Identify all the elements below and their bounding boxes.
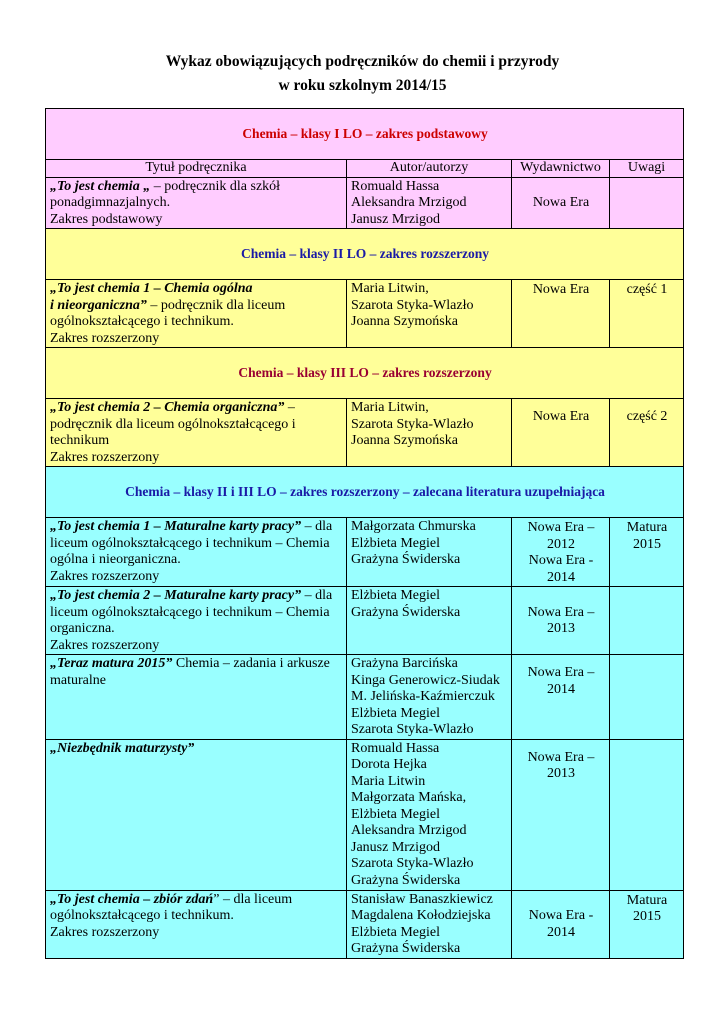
header-publisher: Wydawnictwo (512, 160, 610, 178)
book-scope: Zakres rozszerzony (50, 568, 160, 584)
publisher-line: Nowa Era - (528, 553, 594, 568)
book-title-cell (46, 177, 347, 229)
author: M. Jelińska-Kaźmierczuk (351, 689, 495, 704)
publisher-cell (512, 587, 610, 655)
authors-cell (347, 739, 512, 890)
book-scope: Zakres rozszerzony (50, 449, 160, 465)
book-title-cell (46, 655, 347, 740)
notes-line: 2015 (633, 909, 662, 924)
book-title-cell (46, 518, 347, 587)
publisher-line: Nowa Era – (527, 520, 595, 535)
author: Szarota Styka-Wlazło (351, 856, 474, 871)
author: Grażyna Barcińska (351, 656, 458, 671)
book-title: „Teraz matura 2015” (50, 656, 173, 671)
book-title: „To jest chemia 2 – Chemia organiczna” (50, 400, 285, 415)
author: Aleksandra Mrzigod (351, 195, 467, 210)
header-authors: Autor/autorzy (347, 160, 512, 178)
table-row (46, 177, 684, 229)
author: Szarota Styka-Wlazło (351, 297, 474, 313)
section-header-4 (46, 467, 684, 518)
notes-cell (610, 518, 684, 587)
publisher-cell: Nowa Era (512, 177, 610, 229)
table-row (46, 280, 684, 348)
book-description: – podręcznik dla liceum ogólnokształcącego i technikum. (50, 297, 286, 329)
authors-cell (347, 280, 512, 348)
title-line-2: w roku szkolnym 2014/15 (278, 77, 447, 94)
book-scope: Zakres rozszerzony (50, 924, 160, 940)
author: Joanna Szymońska (351, 433, 458, 448)
document-title (0, 50, 725, 98)
section-header-3 (46, 348, 684, 399)
book-description: Chemia – zadania i arkusze maturalne (50, 656, 330, 688)
author: Elżbieta Megiel (351, 806, 441, 822)
book-description: ” – dla liceum ogólnokształcącego i technikum. (50, 891, 293, 923)
notes-cell: część 2 (610, 399, 684, 467)
book-title-cell (46, 587, 347, 655)
book-description: – podręcznik dla szkół ponadgimnazjalnych. (50, 178, 281, 210)
column-header-row (46, 160, 684, 178)
table-row (46, 655, 684, 740)
book-title-cont: i nieorganiczna” (50, 297, 147, 313)
author: Stanisław Banaszkiewicz (351, 891, 493, 907)
book-title: „Niezbędnik maturzysty” (50, 740, 195, 756)
author: Janusz Mrzigod (351, 839, 441, 855)
author: Grażyna Świderska (351, 552, 461, 567)
authors-cell (347, 518, 512, 587)
book-title-cell (46, 280, 347, 348)
publisher-line: 2012 (547, 536, 575, 552)
author: Szarota Styka-Wlazło (351, 416, 474, 432)
author: Elżbieta Megiel (351, 705, 441, 721)
publisher-line: 2014 (547, 569, 575, 585)
author: Joanna Szymońska (351, 314, 458, 329)
section-title: Chemia – klasy II i III LO – zakres rozszerzony – zalecana literatura uzupełniająca (46, 467, 684, 518)
book-title: „To jest chemia – zbiór zdań (50, 891, 214, 907)
book-description: – dla liceum ogólnokształcącego i technikum – Chemia ogólna i nieorganiczna. (50, 519, 333, 567)
author: Szarota Styka-Wlazło (351, 722, 474, 737)
notes-line: Matura (626, 892, 668, 908)
header-notes: Uwagi (610, 160, 684, 178)
author: Maria Litwin (351, 773, 426, 789)
publisher-line: 2014 (547, 924, 575, 940)
publisher-cell (512, 655, 610, 740)
author: Maria Litwin, (351, 281, 429, 296)
authors-cell (347, 177, 512, 229)
notes-cell (610, 177, 684, 229)
publisher-line: Nowa Era – (527, 604, 595, 620)
section-header-2 (46, 229, 684, 280)
book-title-cell (46, 890, 347, 958)
publisher-line: Nowa Era – (527, 665, 595, 680)
notes-cell (610, 655, 684, 740)
book-description: – podręcznik dla liceum ogólnokształcącego i technikum (50, 400, 296, 448)
publisher-cell (512, 739, 610, 890)
notes-cell: część 1 (610, 280, 684, 348)
authors-cell (347, 399, 512, 467)
authors-cell (347, 890, 512, 958)
publisher-line: 2013 (547, 766, 575, 781)
section-title: Chemia – klasy III LO – zakres rozszerzony (46, 348, 684, 399)
table-row (46, 739, 684, 890)
notes-cell (610, 587, 684, 655)
author: Małgorzata Chmurska (351, 519, 476, 534)
section-title: Chemia – klasy II LO – zakres rozszerzony (46, 229, 684, 280)
publisher-cell (512, 518, 610, 587)
notes-line: 2015 (633, 536, 662, 552)
notes-line: Matura (626, 520, 668, 535)
section-title: Chemia – klasy I LO – zakres podstawowy (46, 109, 684, 160)
book-title-cell (46, 399, 347, 467)
title-line-1: Wykaz obowiązujących podręczników do chemii i przyrody (165, 53, 560, 70)
book-scope: Zakres rozszerzony (50, 330, 160, 346)
table-row (46, 399, 684, 467)
book-title: „To jest chemia 2 – Maturalne karty pracy” (50, 588, 302, 603)
publisher-cell: Nowa Era (512, 399, 610, 467)
book-scope: Zakres podstawowy (50, 211, 163, 227)
table-row (46, 890, 684, 958)
author: Elżbieta Megiel (351, 924, 441, 940)
book-description: – dla liceum ogólnokształcącego i technikum – Chemia organiczna. (50, 588, 333, 636)
book-title: „To jest chemia 1 – Chemia ogólna (50, 281, 253, 296)
author: Dorota Hejka (351, 757, 427, 772)
header-title: Tytuł podręcznika (46, 160, 347, 178)
authors-cell (347, 587, 512, 655)
author: Magdalena Kołodziejska (351, 908, 491, 923)
book-title: „To jest chemia „ (50, 178, 151, 194)
publisher-line: 2014 (547, 681, 575, 697)
author: Janusz Mrzigod (351, 211, 441, 227)
notes-cell (610, 890, 684, 958)
publisher-line: Nowa Era - (528, 908, 594, 923)
author: Grażyna Świderska (351, 604, 461, 620)
textbook-table (45, 108, 684, 959)
publisher-cell (512, 890, 610, 958)
book-title: „To jest chemia 1 – Maturalne karty pracy” (50, 519, 302, 534)
book-title-cell (46, 739, 347, 890)
author: Aleksandra Mrzigod (351, 823, 467, 838)
author: Romuald Hassa (351, 178, 440, 194)
author: Grażyna Świderska (351, 941, 461, 956)
table-row (46, 587, 684, 655)
notes-cell (610, 739, 684, 890)
author: Kinga Generowicz-Siudak (351, 672, 500, 688)
author: Grażyna Świderska (351, 872, 461, 888)
author: Małgorzata Mańska, (351, 790, 467, 805)
book-scope: Zakres rozszerzony (50, 637, 160, 653)
author: Elżbieta Megiel (351, 588, 441, 603)
author: Romuald Hassa (351, 740, 440, 756)
author: Elżbieta Megiel (351, 535, 441, 551)
publisher-line: 2013 (547, 621, 575, 636)
table-row (46, 518, 684, 587)
publisher-cell: Nowa Era (512, 280, 610, 348)
author: Maria Litwin, (351, 400, 429, 415)
section-header-1 (46, 109, 684, 160)
publisher-line: Nowa Era – (527, 749, 595, 765)
authors-cell (347, 655, 512, 740)
